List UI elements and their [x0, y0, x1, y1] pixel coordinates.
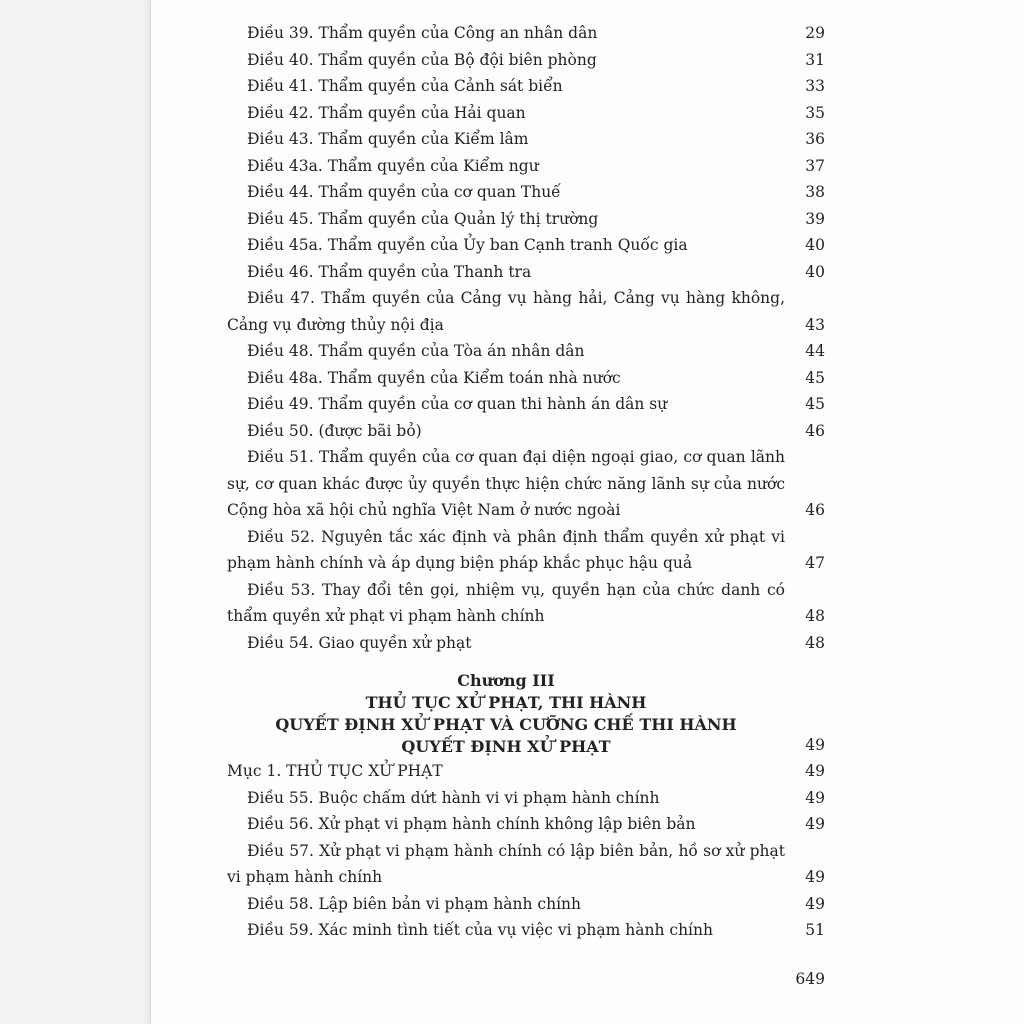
toc-entry-page: 40	[805, 236, 825, 254]
toc-entry	[227, 577, 825, 630]
toc-entries-before	[227, 20, 825, 656]
chapter-title-line-1: THỦ TỤC XỬ PHẠT, THI HÀNH	[365, 693, 647, 712]
chapter-title-line-2: QUYẾT ĐỊNH XỬ PHẠT VÀ CƯỠNG CHẾ THI HÀNH	[275, 715, 737, 734]
toc-entry-title: Điều 57. Xử phạt vi phạm hành chính có lập biên bản, hồ sơ xử phạt vi phạm hành chính	[227, 841, 785, 886]
toc-entry	[227, 444, 825, 524]
toc-entry	[227, 418, 825, 445]
toc-entry-title: Điều 47. Thẩm quyền của Cảng vụ hàng hải, Cảng vụ hàng không, Cảng vụ đường thủy nội địa	[227, 289, 785, 334]
toc-entry-page: 35	[805, 103, 825, 122]
toc-entry	[227, 630, 825, 657]
toc-entry-page: 51	[805, 921, 825, 939]
toc-entry-title: Điều 51. Thẩm quyền của cơ quan đại diện ngoại giao, cơ quan lãnh sự, cơ quan khác được ủy quyền thực hiện chức năng lãnh sự của nước Cộng hòa xã hội chủ nghĩa Việt Nam ở nước ngoài	[227, 448, 785, 519]
toc-entry-title: Điều 50. (được bãi bỏ)	[247, 421, 422, 440]
toc-entry	[227, 126, 825, 153]
toc-entry	[227, 524, 825, 577]
chapter-page-number: 49	[805, 736, 825, 754]
toc-entry-title: Điều 53. Thay đổi tên gọi, nhiệm vụ, quyền hạn của chức danh có thẩm quyền xử phạt vi phạm hành chính	[227, 580, 785, 625]
toc-entry	[227, 838, 825, 891]
toc-entry-page: 38	[805, 183, 825, 201]
toc-entry-title: Điều 48. Thẩm quyền của Tòa án nhân dân	[247, 342, 585, 360]
toc-entry-title: Điều 58. Lập biên bản vi phạm hành chính	[247, 894, 582, 913]
toc-entry-title: Điều 56. Xử phạt vi phạm hành chính không lập biên bản	[247, 815, 696, 833]
toc-entry	[227, 365, 825, 392]
toc-entry	[227, 153, 825, 180]
chapter-heading	[227, 670, 825, 758]
toc-entry-page: 36	[805, 130, 825, 148]
toc-entry	[227, 917, 825, 944]
toc-entry-title: Điều 46. Thẩm quyền của Thanh tra	[247, 262, 532, 281]
toc-entry	[227, 179, 825, 206]
toc-entry	[227, 206, 825, 233]
toc-entry	[227, 338, 825, 365]
toc-entry-page: 29	[805, 24, 825, 42]
toc-entry-page: 43	[805, 315, 825, 334]
toc-entries-after	[227, 785, 825, 944]
toc-entry-title: Điều 39. Thẩm quyền của Công an nhân dân	[247, 24, 598, 42]
toc-entry	[227, 73, 825, 100]
toc-entry-title: Điều 41. Thẩm quyền của Cảnh sát biển	[247, 77, 563, 95]
chapter-title-line-3: QUYẾT ĐỊNH XỬ PHẠT	[401, 737, 611, 756]
toc-entry-title: Điều 40. Thẩm quyền của Bộ đội biên phòng	[247, 50, 597, 69]
section-page-number: 49	[805, 762, 825, 780]
toc-entry	[227, 811, 825, 838]
toc-entry-title: Điều 49. Thẩm quyền của cơ quan thi hành án dân sự	[247, 395, 668, 413]
toc-entry	[227, 20, 825, 47]
toc-entry-page: 39	[805, 209, 825, 228]
toc-entry	[227, 100, 825, 127]
page-number: 649	[795, 970, 825, 988]
table-of-contents	[227, 20, 825, 944]
toc-entry-page: 49	[805, 788, 825, 807]
toc-entry-title: Điều 52. Nguyên tắc xác định và phân định thẩm quyền xử phạt vi phạm hành chính và áp dụng biện pháp khắc phục hậu quả	[227, 527, 785, 572]
toc-entry-page: 46	[805, 421, 825, 440]
toc-entry	[227, 259, 825, 286]
toc-entry-page: 47	[805, 554, 825, 572]
toc-entry-title: Điều 59. Xác minh tình tiết của vụ việc vi phạm hành chính	[247, 921, 713, 939]
chapter-label: Chương III	[457, 671, 555, 690]
toc-entry-page: 37	[805, 156, 825, 175]
toc-entry-title: Điều 43. Thẩm quyền của Kiểm lâm	[247, 130, 529, 148]
toc-entry-page: 31	[805, 50, 825, 69]
toc-entry-page: 48	[805, 633, 825, 652]
toc-entry-title: Điều 43a. Thẩm quyền của Kiểm ngư	[247, 156, 539, 175]
toc-entry	[227, 47, 825, 74]
toc-entry	[227, 785, 825, 812]
toc-entry-page: 46	[805, 501, 825, 519]
toc-entry-title: Điều 48a. Thẩm quyền của Kiểm toán nhà nước	[247, 368, 621, 387]
toc-entry-title: Điều 45a. Thẩm quyền của Ủy ban Cạnh tranh Quốc gia	[247, 236, 688, 254]
toc-entry-page: 49	[805, 868, 825, 886]
toc-entry-page: 40	[805, 262, 825, 281]
toc-entry-title: Điều 42. Thẩm quyền của Hải quan	[247, 103, 526, 122]
toc-entry-title: Điều 55. Buộc chấm dứt hành vi vi phạm hành chính	[247, 788, 660, 807]
toc-entry-page: 49	[805, 894, 825, 913]
toc-entry	[227, 232, 825, 259]
toc-entry-page: 49	[805, 815, 825, 833]
toc-entry-title: Điều 44. Thẩm quyền của cơ quan Thuế	[247, 183, 561, 201]
toc-entry-page: 48	[805, 607, 825, 625]
toc-entry-page: 45	[805, 368, 825, 387]
toc-entry	[227, 891, 825, 918]
toc-entry-title: Điều 54. Giao quyền xử phạt	[247, 633, 472, 652]
toc-entry-page: 45	[805, 395, 825, 413]
section-entry	[227, 758, 825, 785]
toc-entry	[227, 391, 825, 418]
toc-entry-page: 33	[805, 77, 825, 95]
section-title: Mục 1. THỦ TỤC XỬ PHẠT	[227, 762, 443, 780]
toc-entry-title: Điều 45. Thẩm quyền của Quản lý thị trường	[247, 209, 599, 228]
toc-entry	[227, 285, 825, 338]
toc-entry-page: 44	[805, 342, 825, 360]
